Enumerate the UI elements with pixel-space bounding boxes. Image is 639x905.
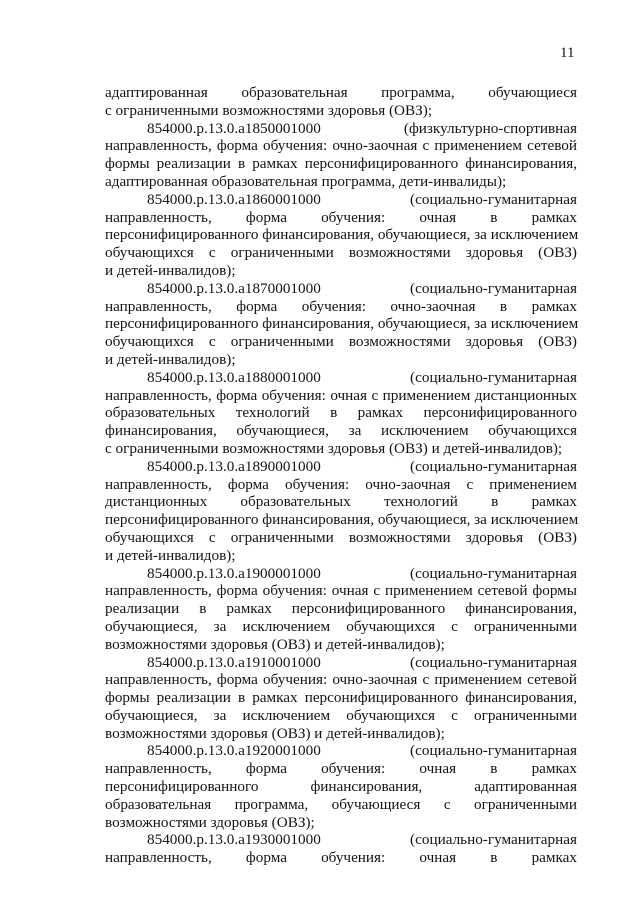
text-line: направленность, форма обучения: очно-заочная с применением сетевой (105, 137, 577, 155)
entry-heading-tail: (социально-гуманитарная (410, 653, 577, 671)
registry-code: 854000.р.13.0.а1900001000 (147, 564, 321, 582)
entry-heading (105, 565, 577, 583)
registry-code: 854000.р.13.0.а1920001000 (147, 742, 321, 760)
text-line: возможностями здоровья (ОВЗ) и детей-инвалидов); (105, 724, 445, 742)
entry-heading-tail: (социально-гуманитарная (410, 457, 577, 475)
entry-heading-tail: (социально-гуманитарная (410, 368, 577, 386)
registry-code: 854000.р.13.0.а1850001000 (147, 119, 321, 137)
registry-code: 854000.р.13.0.а1930001000 (147, 831, 321, 849)
entry-heading-tail: (социально-гуманитарная (410, 742, 577, 760)
text-line: персонифицированного финансирования, адаптированная (105, 778, 577, 796)
registry-code: 854000.р.13.0.а1890001000 (147, 457, 321, 475)
text-line: и детей-инвалидов); (105, 546, 236, 564)
text-line: образовательная программа, обучающиеся с ограниченными (105, 795, 577, 813)
registry-code: 854000.р.13.0.а1880001000 (147, 368, 321, 386)
text-line: направленность, форма обучения: очно-заочная в рамках (105, 297, 577, 315)
registry-code: 854000.р.13.0.а1860001000 (147, 190, 321, 208)
text-line: направленность, форма обучения: очно-заочная с применением (105, 475, 577, 493)
entry-heading (105, 742, 577, 760)
text-line: направленность, форма обучения: очная в рамках (105, 760, 577, 778)
text-line: обучающихся с ограниченными возможностями здоровья (ОВЗ) (105, 528, 577, 546)
entry-heading (105, 120, 577, 138)
text-line: обучающиеся, за исключением обучающихся с ограниченными (105, 706, 577, 724)
text-line: обучающиеся, за исключением обучающихся с ограниченными (105, 617, 577, 635)
text-line: обучающихся с ограниченными возможностями здоровья (ОВЗ) (105, 333, 577, 351)
document-body (105, 84, 577, 867)
text-line: и детей-инвалидов); (105, 350, 236, 368)
entry-heading (105, 458, 577, 476)
text-line: возможностями здоровья (ОВЗ) и детей-инвалидов); (105, 635, 445, 653)
text-line: формы реализации в рамках персонифицированного финансирования, (105, 689, 577, 707)
text-line: персонифицированного финансирования, обучающиеся, за исключением (105, 226, 579, 244)
text-line: с ограниченными возможностями здоровья (ОВЗ); (105, 101, 433, 119)
entry-heading-tail: (социально-гуманитарная (410, 831, 577, 849)
page-number: 11 (560, 45, 575, 61)
text-line: с ограниченными возможностями здоровья (ОВЗ) и детей-инвалидов); (105, 439, 563, 457)
text-line: направленность, форма обучения: очная в рамках (105, 208, 577, 226)
text-line: персонифицированного финансирования, обучающиеся, за исключением (105, 511, 579, 529)
text-line: обучающихся с ограниченными возможностями здоровья (ОВЗ) (105, 244, 577, 262)
entry-heading (105, 831, 577, 849)
entry-heading-tail: (физкультурно-спортивная (403, 119, 577, 137)
text-line: направленность, форма обучения: очная в рамках (105, 849, 577, 867)
text-line: образовательных технологий в рамках персонифицированного (105, 404, 577, 422)
text-line: адаптированная образовательная программа, обучающиеся (105, 84, 577, 101)
text-line: персонифицированного финансирования, обучающиеся, за исключением (105, 315, 579, 333)
text-line: направленность, форма обучения: очная с применением сетевой формы (105, 582, 577, 600)
entry-heading-tail: (социально-гуманитарная (410, 190, 577, 208)
registry-code: 854000.р.13.0.а1870001000 (147, 279, 321, 297)
registry-code: 854000.р.13.0.а1910001000 (147, 653, 321, 671)
entry-heading-tail: (социально-гуманитарная (410, 564, 577, 582)
entry-heading (105, 654, 577, 672)
text-line: и детей-инвалидов); (105, 261, 236, 279)
text-line: адаптированная образовательная программа, дети-инвалиды); (105, 172, 507, 190)
text-line: дистанционных образовательных технологий в рамках (105, 493, 577, 511)
entry-heading (105, 369, 577, 387)
text-line: возможностями здоровья (ОВЗ); (105, 813, 315, 831)
text-line: финансирования, обучающиеся, за исключением обучающихся (105, 422, 577, 440)
text-line: реализации в рамках персонифицированного финансирования, (105, 600, 577, 618)
entry-heading-tail: (социально-гуманитарная (410, 279, 577, 297)
text-line: формы реализации в рамках персонифицированного финансирования, (105, 155, 577, 173)
entry-heading (105, 191, 577, 209)
entry-heading (105, 280, 577, 298)
text-line: направленность, форма обучения: очная с применением дистанционных (105, 386, 577, 404)
text-line: направленность, форма обучения: очно-заочная с применением сетевой (105, 671, 577, 689)
